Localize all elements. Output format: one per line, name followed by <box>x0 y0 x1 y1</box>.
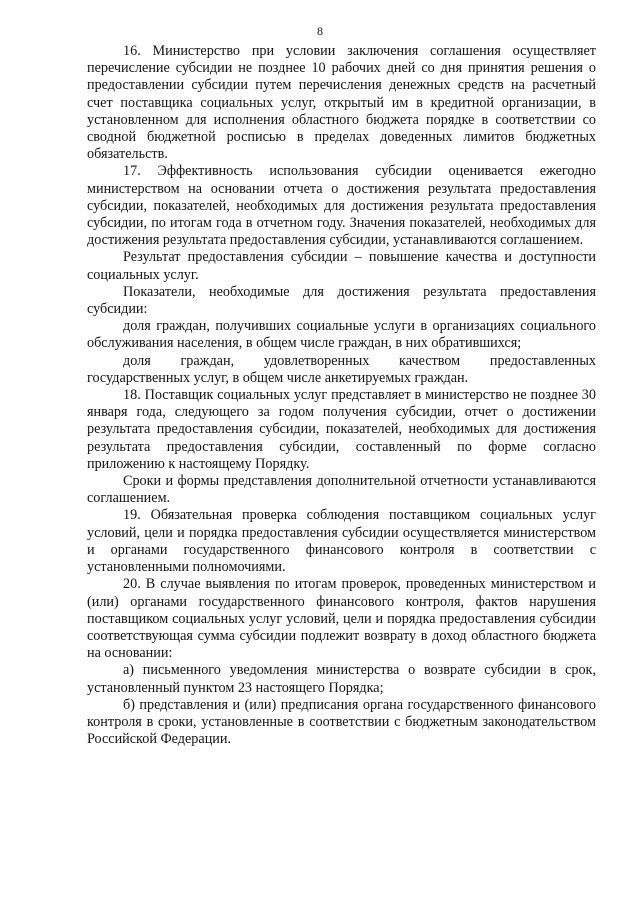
paragraph-20a-written-notice: а) письменного уведомления министерства о возврате субсидии в срок, установленный пунктом 23 настоящего Порядка; <box>87 662 596 696</box>
body-text <box>87 43 596 748</box>
paragraph-18-report-submission: 18. Поставщик социальных услуг представляет в министерство не позднее 30 января года, следующего за годом получения субсидии, отчет о достижении результата предоставления субсидии, показателей, необходимых для достижения результата предоставления субсидии, составленный по форме согласно приложению к настоящему Порядку. <box>87 387 596 472</box>
paragraph-indicators-intro: Показатели, необходимые для достижения результата предоставления субсидии: <box>87 283 596 318</box>
paragraph-19-mandatory-check: 19. Обязательная проверка соблюдения поставщиком социальных услуг условий, цели и порядка предоставления субсидии осуществляется министерством и органами государственного финансового контроля в соответствии с установленными полномочиями. <box>87 507 596 576</box>
paragraph-16-subsidy-transfer: 16. Министерство при условии заключения соглашения осуществляет перечисление субсидии не позднее 10 рабочих дней со дня принятия решения о предоставлении субсидии путем перечисления денежных средств на расчетный счет поставщика социальных услуг, открытый им в кредитной организации, в установленном для исполнения областного бюджета порядке в соответствии со сводной бюджетной росписью в пределах доведенных лимитов бюджетных обязательств. <box>87 43 596 163</box>
paragraph-indicator-served-share: доля граждан, получивших социальные услуги в организациях социального обслуживания населения, в общем числе граждан, в них обратившихся; <box>87 318 596 352</box>
paragraph-additional-reporting: Сроки и формы представления дополнительной отчетности устанавливаются соглашением. <box>87 473 596 507</box>
page-number: 8 <box>317 24 323 38</box>
paragraph-20-violations-refund: 20. В случае выявления по итогам проверок, проведенных министерством и (или) органами государственного финансового контроля, фактов нарушения поставщиком социальных услуг условий, цели и порядка предоставления субсидии соответствующая сумма субсидии подлежит возврату в доход областного бюджета на основании: <box>87 576 596 662</box>
paragraph-17-efficiency-assessment: 17. Эффективность использования субсидии оценивается ежегодно министерством на основании отчета о достижения результата предоставления субсидии, показателей, необходимых для достижения результата предоставления субсидии, по итогам года в отчетном году. Значения показателей, необходимых для достижения результата предоставления субсидии, устанавливаются соглашением. <box>87 163 596 249</box>
paragraph-20b-control-order: б) представления и (или) предписания органа государственного финансового контроля в сроки, установленные в соответствии с бюджетным законодательством Российской Федерации. <box>87 696 596 748</box>
paragraph-subsidy-result: Результат предоставления субсидии – повышение качества и доступности социальных услуг. <box>87 249 596 283</box>
paragraph-indicator-satisfied-share: доля граждан, удовлетворенных качеством предоставленных государственных услуг, в общем числе анкетируемых граждан. <box>87 352 596 386</box>
